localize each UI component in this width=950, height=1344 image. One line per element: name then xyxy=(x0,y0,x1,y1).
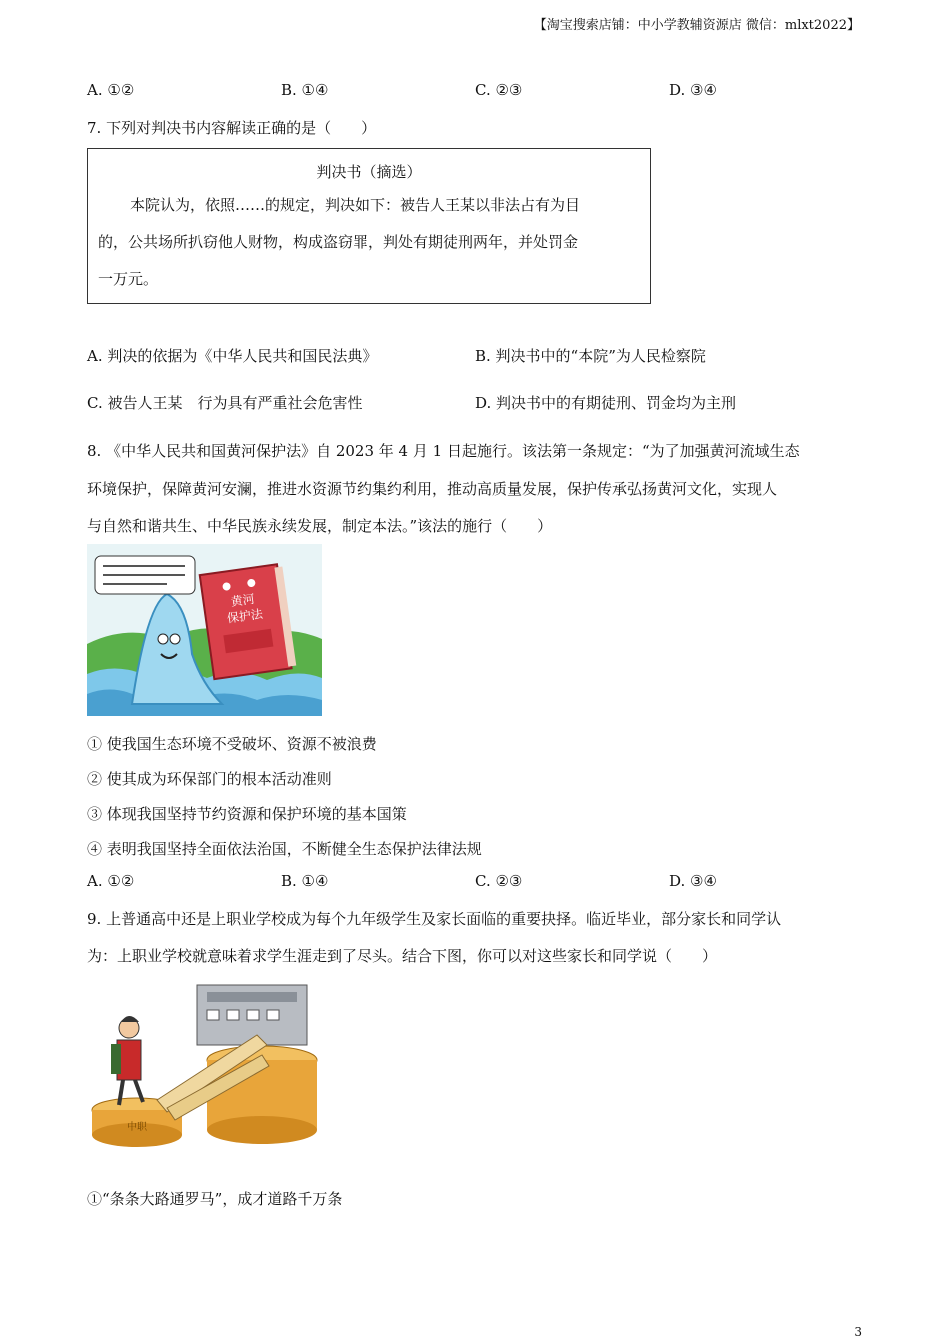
picture-label-zhongzhi: 中职 xyxy=(127,1122,147,1133)
q7-option-d[interactable]: D. 判决书中的有期徒刑、罚金均为主刑 xyxy=(475,394,737,412)
q7-option-c[interactable]: C. 被告人王某 行为具有严重社会危害性 xyxy=(87,394,363,412)
judgment-line-2: 的，公共场所扒窃他人财物，构成盗窃罪，判处有期徒刑两年，并处罚金 xyxy=(98,233,579,251)
yellow-river-cartoon xyxy=(87,544,322,716)
q8-item-1: ① 使我国生态环境不受破坏、资源不被浪费 xyxy=(87,735,377,753)
q8-item-3: ③ 体现我国坚持节约资源和保护环境的基本国策 xyxy=(87,805,407,823)
q8-option-d[interactable]: D. ③④ xyxy=(669,872,717,890)
svg-text:黄河: 黄河 xyxy=(229,591,256,609)
q7-option-b[interactable]: B. 判决书中的“本院”为人民检察院 xyxy=(475,347,706,365)
q8-option-b[interactable]: B. ①④ xyxy=(281,872,329,890)
page-header: 【淘宝搜索店铺：中小学教辅资源店 微信：mlxt2022】 xyxy=(533,18,860,33)
q6-option-d[interactable]: D. ③④ xyxy=(669,81,717,99)
q7-option-a[interactable]: A. 判决的依据为《中华人民共和国民法典》 xyxy=(87,347,378,365)
q9-item-1: ①“条条大路通罗马”，成才道路千万条 xyxy=(87,1190,343,1208)
q8-stem-line-1: 8. 《中华人民共和国黄河保护法》自 2023 年 4 月 1 日起施行。该法第一条规定：“为了加强黄河流域生态 xyxy=(87,442,800,460)
q8-option-a[interactable]: A. ①② xyxy=(87,872,135,890)
q8-item-2: ② 使其成为环保部门的根本活动准则 xyxy=(87,770,332,788)
svg-text:保护法: 保护法 xyxy=(226,606,264,626)
q8-item-4: ④ 表明我国坚持全面依法治国，不断健全生态保护法律法规 xyxy=(87,840,482,858)
judgment-title: 判决书（摘选） xyxy=(316,163,422,181)
vocational-path-cartoon xyxy=(87,980,322,1152)
q8-stem-line-2: 环境保护，保障黄河安澜，推进水资源节约集约利用，推动高质量发展，保护传承弘扬黄河文化，实现人 xyxy=(87,480,778,498)
page-number: 3 xyxy=(854,1325,862,1339)
q9-stem-line-2: 为：上职业学校就意味着求学生涯走到了尽头。结合下图，你可以对这些家长和同学说（ ） xyxy=(87,947,718,965)
q6-option-b[interactable]: B. ①④ xyxy=(281,81,329,99)
judgment-line-3: 一万元。 xyxy=(98,270,159,288)
q8-stem-line-3: 与自然和谐共生、中华民族永续发展，制定本法。”该法的施行（ ） xyxy=(87,517,553,535)
q7-stem: 7. 下列对判决书内容解读正确的是（ ） xyxy=(87,119,377,137)
q9-stem-line-1: 9. 上普通高中还是上职业学校成为每个九年级学生及家长面临的重要抉择。临近毕业，部分家长和同学认 xyxy=(87,910,782,928)
judgment-box xyxy=(87,148,651,304)
judgment-line-1: 本院认为，依照……的规定，判决如下：被告人王某以非法占有为目 xyxy=(130,196,581,214)
q6-option-a[interactable]: A. ①② xyxy=(87,81,135,99)
q6-option-c[interactable]: C. ②③ xyxy=(475,81,523,99)
q8-option-c[interactable]: C. ②③ xyxy=(475,872,523,890)
